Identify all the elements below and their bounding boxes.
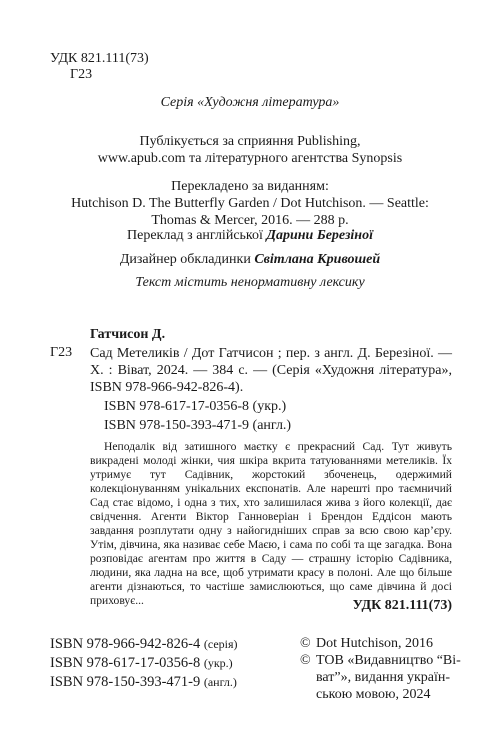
copyright-icon: © <box>300 653 311 668</box>
isbn-row: ISBN 978-966-942-826-4 (серія) <box>50 636 238 652</box>
translated-line-2: Hutchison D. The Butterfly Garden / Dot Hutchison. — Seattle: <box>71 196 429 211</box>
udk-code: УДК 821.111(73) <box>50 51 149 66</box>
udk-classification-bottom: УДК 821.111(73) <box>352 598 452 613</box>
translator-label: Переклад з англійської <box>127 228 267 243</box>
translator-credit <box>0 228 500 244</box>
isbn-block <box>50 635 238 692</box>
copyright-publisher: © ТОВ «Видавництво “Ві- <box>300 653 461 668</box>
udk-classification-top <box>50 51 149 83</box>
isbn-row: ISBN 978-150-393-471-9 (англ.) <box>50 674 237 690</box>
publication-line-2: www.apub.com та літературного агентства Synopsis <box>97 151 403 166</box>
author-code: Г23 <box>50 345 73 360</box>
publication-note <box>0 133 500 167</box>
publication-line-1: Публікується за сприяння Publishing, <box>139 134 361 149</box>
isbn-ukr: ISBN 978-617-17-0356-8 (укр.) <box>104 399 287 414</box>
designer-name: Світлана Кривошей <box>254 252 381 267</box>
copyright-publisher-line-3: ською мовою, 2024 <box>316 687 431 702</box>
original-edition-note <box>0 178 500 229</box>
bibliographic-entry: Сад Метеликів / Дот Гатчисон ; пер. з англ. Д. Березіної. — Х. : Віват, 2024. — 384 с. — (Серія «Художня література», ISBN 978-966-942-826-4). <box>90 346 452 395</box>
copyright-block <box>300 635 461 703</box>
annotation: Неподалік від затишного маєтку є прекрасний Сад. Тут живуть викрадені молоді жінки, чия шкіра вкрита татуюваннями метеликів. Їх утримує тут Садівник, жорстокий збоченець, одержимий колекціонуванням унікальних експонатів. Але нарешті про таємничий Сад стає відомо, і одна з тих, хто залишилася жива з його колекції, дає свідчення. Агенти Віктор Ганноверіан і Брендон Еддісон мають завдання розплутати одну з найогидніших справ за всю свою кар’єру. Утім, дівчина, яка називає себе Маєю, і сама по собі та ще загадка. Вона розповідає агентам про життя в Саду — страшну історію Садівника, людини, яка ладна на все, щоб утримати красу в полоні. Але що більше агенти дізнаються, то частіше замислюються, що саме дівчина й досі приховує... <box>90 440 452 607</box>
isbn-row: ISBN 978-617-17-0356-8 (укр.) <box>50 655 233 671</box>
translated-line-3: Thomas & Mercer, 2016. — 288 p. <box>151 213 349 228</box>
copyright-author: © Dot Hutchison, 2016 <box>300 636 434 651</box>
author-heading: Гатчисон Д. <box>90 327 166 342</box>
isbn-eng: ISBN 978-150-393-471-9 (англ.) <box>104 418 292 433</box>
content-warning: Текст містить ненормативну лексику <box>135 275 365 290</box>
series-title: Серія «Художня література» <box>160 95 340 110</box>
isbn-list-entry <box>104 397 291 435</box>
translator-name: Дарини Березіної <box>266 228 373 243</box>
designer-credit <box>0 252 500 268</box>
copyright-publisher-line-2: ват”», видання україн- <box>316 670 451 685</box>
designer-label: Дизайнер обкладинки <box>119 252 255 267</box>
translated-line-1: Перекладено за виданням: <box>171 179 329 194</box>
library-class: Г23 <box>70 67 93 82</box>
copyright-icon: © <box>300 636 311 651</box>
